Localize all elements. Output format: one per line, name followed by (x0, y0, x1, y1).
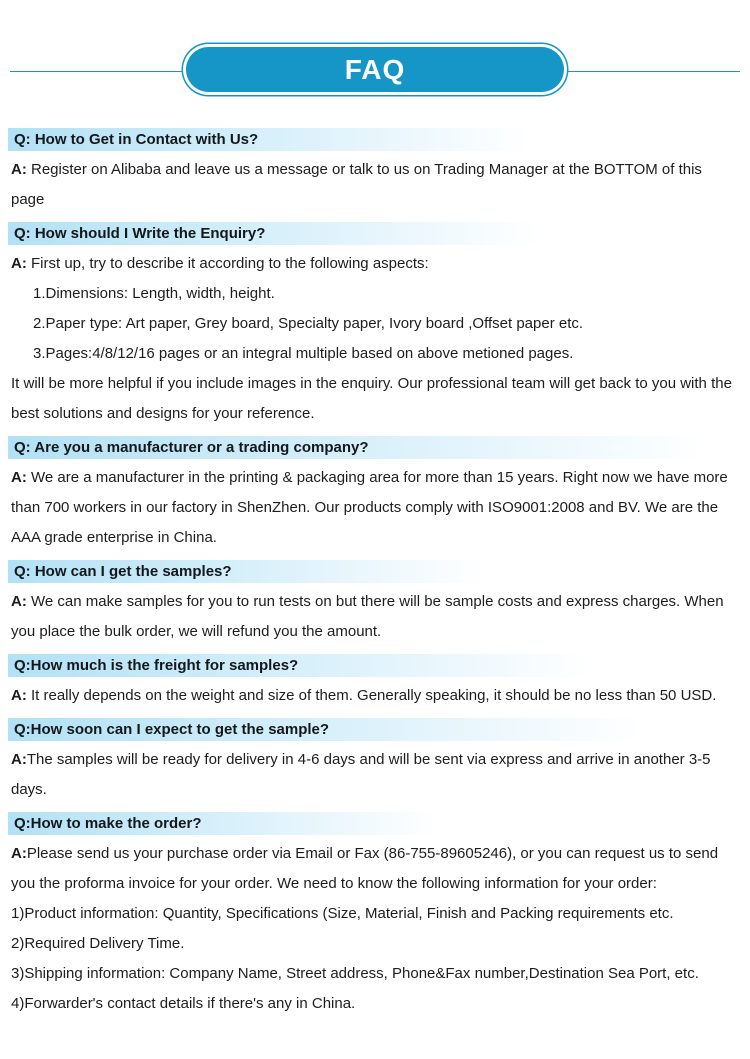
answer-text: 1.Dimensions: Length, width, height. (33, 285, 275, 302)
answer-line (11, 369, 739, 429)
answer-prefix: A: (11, 751, 27, 768)
answer-line (11, 989, 739, 1019)
question-text: Q: How can I get the samples? (14, 563, 232, 580)
question-text: Q: Are you a manufacturer or a trading company? (14, 439, 369, 456)
answer-text: 1)Product information: Quantity, Specifications (Size, Material, Finish and Packing requirements etc. (11, 905, 674, 922)
answer-text: First up, try to describe it according to the following aspects: (26, 255, 429, 272)
answer-prefix: A: (11, 255, 27, 272)
answer-line (11, 959, 739, 989)
answer-text: 2.Paper type: Art paper, Grey board, Specialty paper, Ivory board ,Offset paper etc. (33, 315, 584, 332)
faq-item (11, 128, 739, 215)
answer (11, 249, 739, 429)
answer-text: We are a manufacturer in the printing & packaging area for more than 15 years. Right now we have more than 700 workers in our factory in ShenZhen. Our products comply with ISO9001:2008 and BV. We are the AAA grade enterprise in China. (11, 469, 728, 546)
answer-line (11, 463, 739, 553)
faq-section (0, 128, 750, 1059)
question-text: Q:How soon can I expect to get the sample? (14, 721, 330, 738)
faq-header (0, 0, 750, 121)
answer-prefix: A: (11, 687, 27, 704)
answer (11, 839, 739, 1019)
answer-prefix: A: (11, 161, 27, 178)
answer-text: The samples will be ready for delivery in 4-6 days and will be sent via express and arrive in another 3-5 days. (11, 751, 711, 798)
answer-line (11, 309, 739, 339)
answer-line (11, 929, 739, 959)
faq-item (11, 812, 739, 1019)
answer-text: 2)Required Delivery Time. (11, 935, 185, 952)
question-bar (8, 812, 739, 835)
faq-item (11, 654, 739, 711)
answer-line (11, 745, 739, 805)
answer-prefix: A: (11, 845, 27, 862)
question-bar (8, 560, 739, 583)
answer-text: It will be more helpful if you include images in the enquiry. Our professional team will get back to you with the best solutions and designs for your reference. (11, 375, 732, 422)
answer (11, 587, 739, 647)
question-bar (8, 222, 739, 245)
question-text: Q: How should I Write the Enquiry? (14, 225, 266, 242)
question-bar (8, 436, 739, 459)
answer-text: 3.Pages:4/8/12/16 pages or an integral multiple based on above metioned pages. (33, 345, 574, 362)
question-bar (8, 128, 739, 151)
faq-item (11, 436, 739, 553)
answer-line (11, 587, 739, 647)
question-bar (8, 654, 739, 677)
page-title: FAQ (344, 54, 406, 85)
faq-item (11, 718, 739, 805)
answer-text: Register on Alibaba and leave us a message or talk to us on Trading Manager at the BOTTOM of this page (11, 161, 702, 208)
answer-line (11, 681, 739, 711)
answer-text: 4)Forwarder's contact details if there's any in China. (11, 995, 356, 1012)
answer-text: It really depends on the weight and size of them. Generally speaking, it should be no less than 50 USD. (26, 687, 717, 704)
answer (11, 463, 739, 553)
answer-line (11, 279, 739, 309)
answer (11, 745, 739, 805)
answer-line (11, 839, 739, 899)
answer-text: Please send us your purchase order via Email or Fax (86-755-89605246), or you can request us to send you the proforma invoice for your order. We need to know the following information for your order: (11, 845, 719, 892)
answer-text: We can make samples for you to run tests on but there will be sample costs and express charges. When you place the bulk order, we will refund you the amount. (11, 593, 724, 640)
answer (11, 155, 739, 215)
question-text: Q:How much is the freight for samples? (14, 657, 299, 674)
answer-prefix: A: (11, 469, 27, 486)
answer-line (11, 339, 739, 369)
question-bar (8, 718, 739, 741)
answer (11, 681, 739, 711)
faq-item (11, 560, 739, 647)
answer-line (11, 249, 739, 279)
question-text: Q: How to Get in Contact with Us? (14, 131, 259, 148)
answer-prefix: A: (11, 593, 27, 610)
answer-line (11, 899, 739, 929)
question-text: Q:How to make the order? (14, 815, 202, 832)
faq-item (11, 222, 739, 429)
answer-line (11, 155, 739, 215)
faq-title-pill (186, 47, 564, 92)
answer-text: 3)Shipping information: Company Name, Street address, Phone&Fax number,Destination Sea Port, etc. (11, 965, 699, 982)
